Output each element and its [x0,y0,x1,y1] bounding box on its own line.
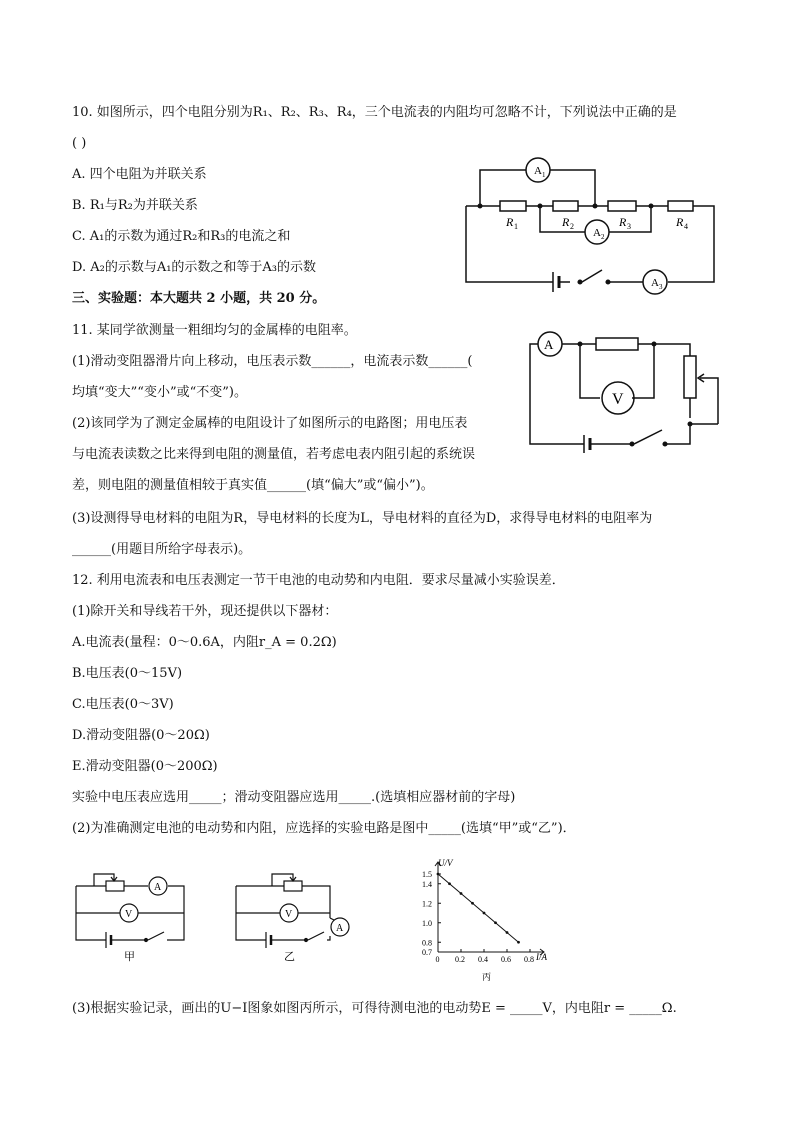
chart-data-point [506,931,509,934]
chart-data-point [460,892,463,895]
q10-ammeter-a3-label: A [651,277,659,289]
q10-resistor-r2-label: R [562,215,570,229]
q11-part3-line1: (3)设测得导电材料的电阻为R，导电材料的长度为L，导电材料的直径为D，求得导电材料的电阻率为 [72,511,653,526]
q10-resistor-r2-sub: 2 [570,222,574,231]
section-heading: 三、实验题：本大题共 2 小题，共 20 分。 [72,291,326,306]
q10-ammeter-a3-sub: 3 [659,283,663,291]
chart-data-point [471,902,474,905]
q12-stem: 12. 利用电流表和电压表测定一节干电池的电动势和内电阻．要求尽量减小实验误差． [72,573,565,588]
q11-ammeter-label: A [544,337,554,352]
chart-y-tick-label: 1.2 [422,899,432,909]
q12-equipment-a: A.电流表(量程：0～0.6A，内阻r_A = 0.2Ω) [72,635,337,650]
chart-y-tick-label: 1.5 [422,870,432,879]
q12-circuit-yi [232,864,356,966]
q11-stem: 11. 某同学欲测量一粗细均匀的金属棒的电阻率。 [72,323,357,338]
q10-option-c: C. A₁的示数为通过R₂和R₃的电流之和 [72,229,291,244]
q11-voltmeter-label: V [612,391,624,408]
chart-y-tick-label: 0.7 [422,948,432,957]
chart-y-axis-label: U/V [438,858,453,868]
q12-part2: (2)为准确测定电池的电动势和内阻，应选择的实验电路是图中_____(选填“甲”或“乙”)． [72,821,576,836]
q10-ammeter-a1-sub: 1 [542,171,546,179]
q12-jia-voltmeter-label: V [125,909,133,920]
q12-jia-caption: 甲 [124,951,135,963]
q12-choose-line: 实验中电压表应选用_____；滑动变阻器应选用_____.(选填相应器材前的字母) [72,790,516,805]
q10-resistor-r4-sub: 4 [684,222,688,231]
q12-yi-caption: 乙 [284,951,295,963]
chart-y-tick-label: 1.4 [422,879,432,889]
q12-yi-ammeter-label: A [336,923,344,934]
q12-equipment-e: E.滑动变阻器(0～200Ω) [72,759,218,774]
chart-data-point [437,873,440,876]
q10-resistor-r4-label: R [676,215,684,229]
chart-x-tick-label: 0.6 [501,955,511,964]
chart-y-tick-label: 1.0 [422,918,432,928]
q11-part3-line2: ______(用题目所给字母表示)。 [72,542,252,557]
chart-x-tick-label: 0.8 [524,955,534,964]
q12-part1: (1)除开关和导线若干外，现还提供以下器材： [72,604,338,619]
chart-data-point [483,912,486,915]
q10-option-b: B. R₁与R₂为并联关系 [72,198,198,213]
chart-x-tick-label: 0.2 [455,955,465,964]
chart-x-tick-label: 0 [435,955,440,964]
q10-ammeter-a2-sub: 2 [601,233,605,241]
chart-data-point [494,921,497,924]
q12-part3: (3)根据实验记录，画出的U−I图象如图丙所示，可得待测电池的电动势E = _____V，内电阻r = _____Ω. [72,1001,677,1016]
q10-option-a: A. 四个电阻为并联关系 [72,167,207,182]
q10-ammeter-a2-label: A [593,227,601,239]
q11-part2-line2: 与电流表读数之比来得到电阻的测量值，若考虑电表内阻引起的系统误 [72,447,476,462]
q11-circuit-figure [522,322,730,462]
q10-stem: 10. 如图所示，四个电阻分别为R₁、R₂、R₃、R₄，三个电流表的内阻均可忽略不计，下列说法中正确的是 [72,105,677,120]
q11-part2-line3: 差，则电阻的测量值相较于真实值______(填“偏大”或“偏小”)。 [72,478,434,493]
q11-part2-line1: (2)该同学为了测定金属棒的电阻设计了如图所示的电路图；用电压表 [72,416,468,431]
q10-ammeter-a1-label: A [534,165,542,177]
q12-ui-chart [412,856,562,984]
q12-circuit-jia [72,864,192,966]
chart-y-tick-label: 0.8 [422,938,432,948]
q10-circuit-figure [458,154,720,300]
q11-part1-line1: (1)滑动变阻器滑片向上移动，电压表示数______，电流表示数______( [72,354,473,369]
q12-equipment-c: C.电压表(0～3V) [72,697,174,712]
q12-jia-ammeter-label: A [154,882,162,893]
q12-yi-voltmeter-label: V [285,909,293,920]
q12-equipment-b: B.电压表(0～15V) [72,666,183,681]
chart-data-point [517,941,520,944]
q11-part1-line2: 均填“变大”“变小”或“不变”)。 [72,385,247,400]
q10-resistor-r3-sub: 3 [627,222,631,231]
q10-resistor-r1-sub: 1 [514,222,518,231]
q12-equipment-d: D.滑动变阻器(0～20Ω) [72,728,210,743]
q12-bing-caption: 丙 [482,972,492,982]
q10-option-d: D. A₂的示数与A₁的示数之和等于A₃的示数 [72,260,317,275]
chart-x-axis-label: I/A [536,952,547,962]
q10-resistor-r1-label: R [506,215,514,229]
chart-x-tick-label: 0.4 [478,955,488,964]
q10-paren: ( ) [72,136,87,151]
q10-resistor-r3-label: R [619,215,627,229]
chart-data-point [448,882,451,885]
